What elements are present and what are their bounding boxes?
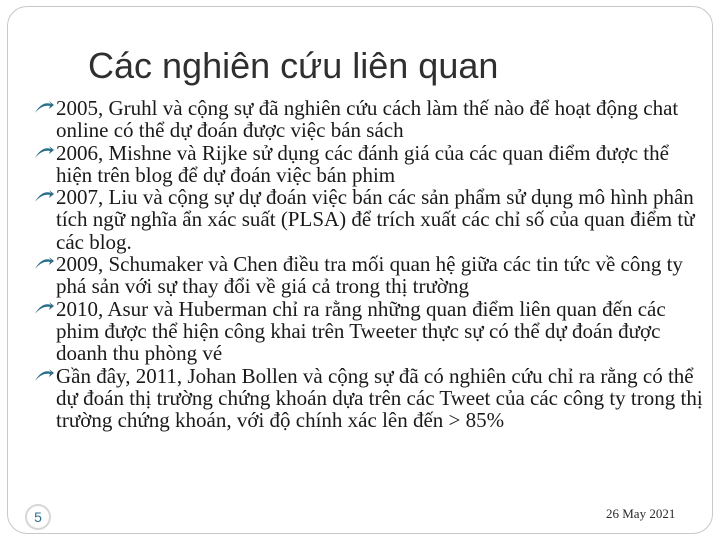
page-number: 5 [25,504,51,530]
bullet-item [34,253,710,298]
slide-date: 26 May 2021 [606,506,676,521]
bullet-item [34,298,710,365]
bullet-text: 2007, Liu và cộng sự dự đoán việc bán các sản phẩm sử dụng mô hình phân tích ngữ nghĩa ẩn xác suất (PLSA) để trích xuất các chỉ số của quan điểm từ các blog. [56,185,695,254]
swoosh-arrow-icon [34,301,54,317]
bullet-list [34,97,710,431]
bullet-item [34,365,710,432]
swoosh-arrow-icon [34,145,54,161]
bullet-item [34,186,710,253]
swoosh-arrow-icon [34,256,54,272]
bullet-text: 2005, Gruhl và cộng sự đã nghiên cứu cách làm thế nào để hoạt động chat online có thể dự đoán được việc bán sách [56,96,679,143]
bullet-text: 2009, Schumaker và Chen điều tra mối quan hệ giữa các tin tức về công ty phá sản với sự thay đổi về giá cả trong thị trường [56,252,683,299]
swoosh-arrow-icon [34,100,54,116]
swoosh-arrow-icon [34,368,54,384]
bullet-text: 2006, Mishne và Rijke sử dụng các đánh giá của các quan điểm được thể hiện trên blog để dự đoán việc bán phim [56,140,669,187]
slide-frame [7,6,713,534]
bullet-item [34,142,710,187]
slide-title: Các nghiên cứu liên quan [88,45,499,86]
swoosh-arrow-icon [34,189,54,205]
bullet-item [34,97,710,142]
bullet-text: Gần đây, 2011, Johan Bollen và cộng sự đã có nghiên cứu chỉ ra rằng có thể dự đoán thị trường chứng khoán dựa trên các Tweet của các công ty trong thị trường chứng khoán, với độ chính xác lên đến > 85% [56,363,703,433]
bullet-text: 2010, Asur và Huberman chỉ ra rằng những quan điểm liên quan đến các phim được thể hiện công khai trên Tweeter thực sự có thể dự đoán được doanh thu phòng vé [56,296,666,366]
